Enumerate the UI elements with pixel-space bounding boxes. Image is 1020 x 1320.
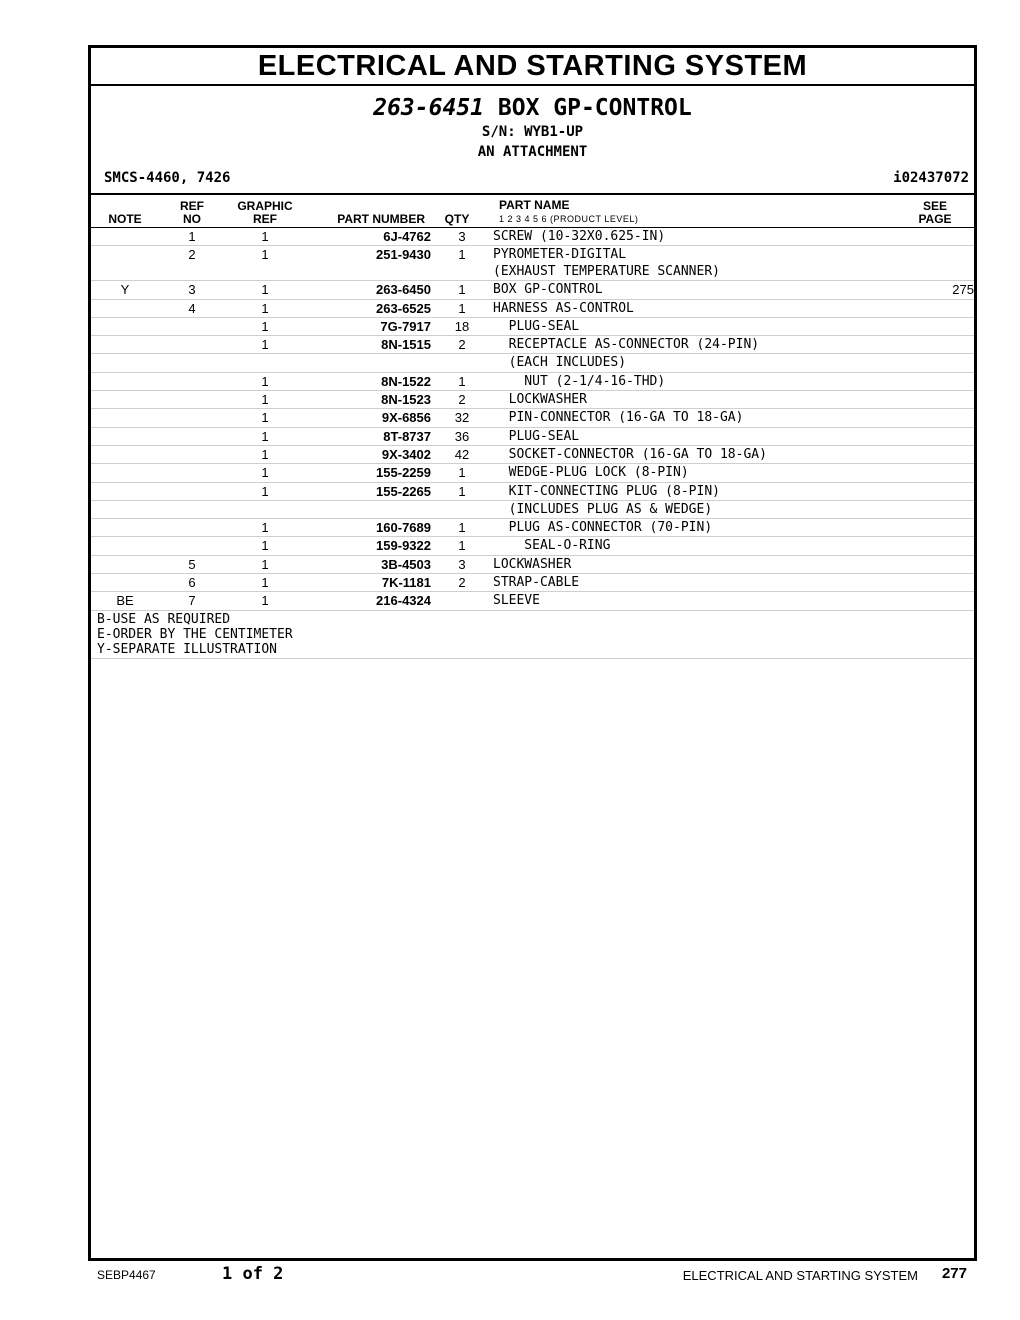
cell-pn: 8N-1522 [305,372,431,390]
cell-qty: 32 [431,409,493,427]
cell-see: 275 [915,281,974,299]
cell-qty: 2 [431,336,493,354]
cell-qty: 1 [431,519,493,537]
cell-gref: 1 [225,555,305,573]
cell-see [915,592,974,610]
cell-name: SOCKET-CONNECTOR (16-GA TO 18-GA) [493,445,915,463]
cell-name: PYROMETER-DIGITAL (EXHAUST TEMPERATURE SCANNER) [493,246,915,281]
cell-name: RECEPTACLE AS-CONNECTOR (24-PIN) [493,336,915,354]
serial-range: S/N: WYB1-UP [481,124,584,140]
cell-pn: 7K-1181 [305,574,431,592]
page-frame [88,45,977,1261]
cell-qty: 1 [431,537,493,555]
cell-note: BE [91,592,159,610]
cell-note [91,336,159,354]
col-part-number: PART NUMBER [337,212,425,226]
cell-name: BOX GP-CONTROL [493,281,915,299]
page-footer [0,1263,1020,1285]
table-row [91,482,974,500]
table-row [91,354,974,372]
cell-pn [305,354,431,372]
cell-pn: 155-2265 [305,482,431,500]
cell-qty: 1 [431,464,493,482]
group-name: BOX GP-CONTROL [497,95,692,121]
col-qty: QTY [444,212,470,226]
cell-see [915,500,974,518]
cell-gref [225,500,305,518]
illustration-id: i02437072 [893,170,969,186]
note-y: Y-SEPARATE ILLUSTRATION [97,641,278,657]
note-b: B-USE AS REQUIRED [97,611,231,627]
cell-name: (INCLUDES PLUG AS & WEDGE) [493,500,915,518]
cell-note [91,409,159,427]
cell-see [915,537,974,555]
cell-pn [305,500,431,518]
cell-qty: 18 [431,317,493,335]
table-row [91,574,974,592]
cell-ref [159,354,225,372]
cell-gref: 1 [225,391,305,409]
table-row [91,281,974,299]
cell-qty: 42 [431,445,493,463]
cell-pn: 160-7689 [305,519,431,537]
cell-pn: 9X-6856 [305,409,431,427]
cell-gref [225,354,305,372]
cell-see [915,317,974,335]
cell-name: WEDGE-PLUG LOCK (8-PIN) [493,464,915,482]
cell-pn: 8N-1523 [305,391,431,409]
table-row [91,464,974,482]
cell-qty: 3 [431,228,493,246]
cell-pn: 159-9322 [305,537,431,555]
cell-gref: 1 [225,445,305,463]
cell-pn: 155-2259 [305,464,431,482]
cell-note [91,228,159,246]
cell-qty: 2 [431,574,493,592]
table-row [91,409,974,427]
cell-name: LOCKWASHER [493,391,915,409]
cell-gref: 1 [225,482,305,500]
cell-note [91,246,159,281]
cell-ref [159,500,225,518]
parts-table [91,228,974,611]
cell-gref: 1 [225,427,305,445]
table-row [91,299,974,317]
cell-qty: 1 [431,299,493,317]
cell-qty: 1 [431,246,493,281]
cell-name: SLEEVE [493,592,915,610]
cell-name: KIT-CONNECTING PLUG (8-PIN) [493,482,915,500]
cell-gref: 1 [225,464,305,482]
cell-see [915,519,974,537]
cell-gref: 1 [225,246,305,281]
cell-name: PIN-CONNECTOR (16-GA TO 18-GA) [493,409,915,427]
cell-name: NUT (2-1/4-16-THD) [493,372,915,390]
cell-see [915,228,974,246]
smcs-codes: SMCS-4460, 7426 [104,170,231,186]
col-note: NOTE [108,212,142,226]
cell-pn: 8T-8737 [305,427,431,445]
cell-ref [159,372,225,390]
cell-qty: 36 [431,427,493,445]
cell-ref: 3 [159,281,225,299]
table-row [91,427,974,445]
cell-ref [159,464,225,482]
table-row [91,445,974,463]
cell-see [915,555,974,573]
cell-gref: 1 [225,574,305,592]
cell-pn: 7G-7917 [305,317,431,335]
cell-see [915,409,974,427]
cell-name: SCREW (10-32X0.625-IN) [493,228,915,246]
cell-note [91,427,159,445]
cell-name: PLUG AS-CONNECTOR (70-PIN) [493,519,915,537]
col-graphic-ref: GRAPHIC REF [237,199,293,226]
cell-ref [159,317,225,335]
cell-see [915,445,974,463]
table-row [91,228,974,246]
cell-see [915,354,974,372]
cell-name: PLUG-SEAL [493,427,915,445]
cell-ref: 6 [159,574,225,592]
cell-note [91,555,159,573]
table-row [91,372,974,390]
cell-pn: 263-6525 [305,299,431,317]
cell-name: (EACH INCLUDES) [493,354,915,372]
group-part-number: 263-6451 [373,95,485,121]
cell-qty: 2 [431,391,493,409]
cell-gref: 1 [225,228,305,246]
cell-gref: 1 [225,317,305,335]
page-of: 1 of 2 [222,1264,284,1284]
section-title: ELECTRICAL AND STARTING SYSTEM [91,48,974,86]
cell-qty: 3 [431,555,493,573]
note-e: E-ORDER BY THE CENTIMETER [97,626,293,642]
cell-ref [159,519,225,537]
cell-note [91,519,159,537]
table-row [91,500,974,518]
column-headers [91,195,974,228]
cell-note [91,574,159,592]
cell-gref: 1 [225,519,305,537]
cell-name: SEAL-O-RING [493,537,915,555]
cell-gref: 1 [225,281,305,299]
cell-name: PLUG-SEAL [493,317,915,335]
cell-see [915,482,974,500]
table-row [91,317,974,335]
cell-note [91,537,159,555]
cell-note [91,354,159,372]
table-row [91,537,974,555]
cell-ref [159,427,225,445]
group-type: AN ATTACHMENT [477,144,588,160]
cell-ref: 2 [159,246,225,281]
notes-legend [91,611,974,659]
cell-gref: 1 [225,537,305,555]
cell-ref [159,391,225,409]
cell-qty [431,354,493,372]
cell-note [91,464,159,482]
cell-gref: 1 [225,592,305,610]
cell-ref [159,336,225,354]
cell-note [91,500,159,518]
cell-qty [431,592,493,610]
cell-pn: 6J-4762 [305,228,431,246]
cell-note [91,391,159,409]
cell-pn: 8N-1515 [305,336,431,354]
group-header [91,86,974,195]
cell-ref: 1 [159,228,225,246]
cell-see [915,372,974,390]
cell-gref: 1 [225,299,305,317]
cell-qty: 1 [431,281,493,299]
table-row [91,519,974,537]
cell-note [91,317,159,335]
cell-see [915,391,974,409]
cell-see [915,246,974,281]
cell-note [91,372,159,390]
table-row [91,391,974,409]
cell-name: HARNESS AS-CONTROL [493,299,915,317]
cell-see [915,464,974,482]
cell-ref: 4 [159,299,225,317]
cell-see [915,336,974,354]
cell-see [915,427,974,445]
cell-pn: 263-6450 [305,281,431,299]
page-number: 277 [941,1265,967,1282]
cell-ref [159,537,225,555]
group-title-line [91,95,974,121]
cell-pn: 216-4324 [305,592,431,610]
cell-gref: 1 [225,409,305,427]
cell-note [91,445,159,463]
cell-ref [159,409,225,427]
cell-pn: 3B-4503 [305,555,431,573]
cell-ref: 5 [159,555,225,573]
cell-note [91,482,159,500]
cell-see [915,574,974,592]
col-ref-no: REF NO [180,199,204,226]
cell-qty [431,500,493,518]
cell-name: LOCKWASHER [493,555,915,573]
document-number: SEBP4467 [97,1268,156,1282]
cell-pn: 251-9430 [305,246,431,281]
col-part-name: PART NAME 1 2 3 4 5 6 (PRODUCT LEVEL) [499,198,639,224]
cell-ref [159,445,225,463]
table-row [91,246,974,281]
table-row [91,336,974,354]
cell-note: Y [91,281,159,299]
cell-pn: 9X-3402 [305,445,431,463]
table-row [91,592,974,610]
cell-qty: 1 [431,372,493,390]
cell-gref: 1 [225,336,305,354]
footer-section: ELECTRICAL AND STARTING SYSTEM [682,1268,918,1283]
cell-gref: 1 [225,372,305,390]
cell-ref: 7 [159,592,225,610]
cell-see [915,299,974,317]
table-row [91,555,974,573]
cell-name: STRAP-CABLE [493,574,915,592]
product-levels: 1 2 3 4 5 6 (PRODUCT LEVEL) [499,214,639,224]
cell-ref [159,482,225,500]
col-see-page: SEE PAGE [918,199,952,226]
cell-note [91,299,159,317]
cell-qty: 1 [431,482,493,500]
